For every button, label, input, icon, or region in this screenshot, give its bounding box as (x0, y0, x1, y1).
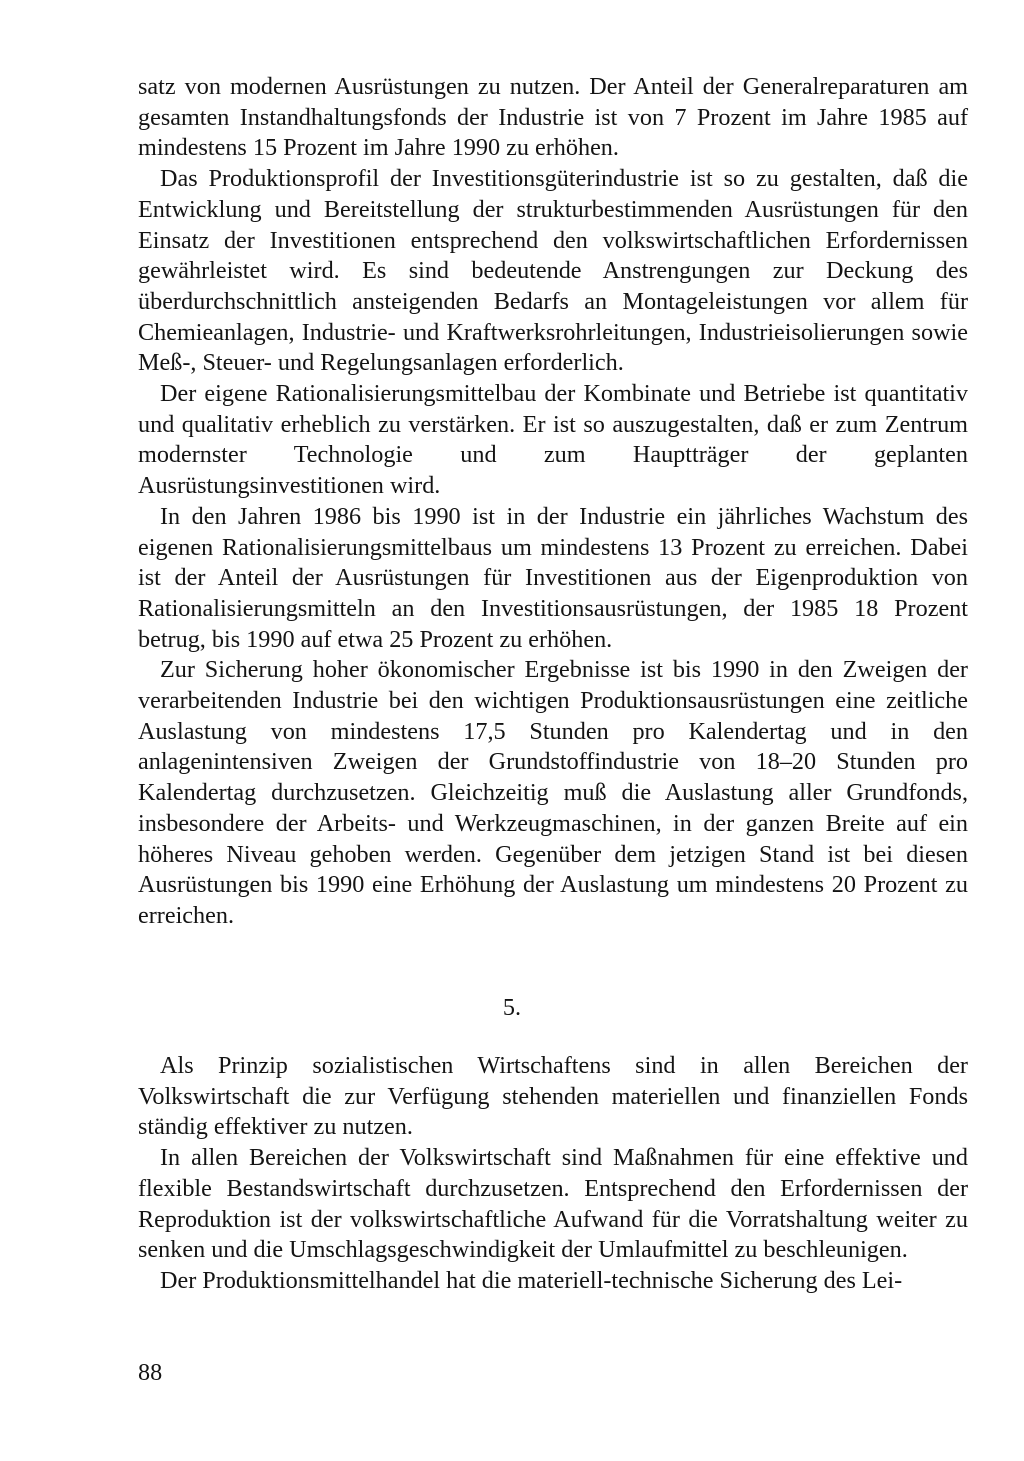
paragraph: Zur Sicherung hoher ökonomischer Ergebnisse ist bis 1990 in den Zweigen der verarbeitenden Industrie bei den wichtigen Produktionsausrüstungen eine zeitliche Auslastung von mindestens 17,5 Stunden pro Kalendertag und in den anlagenintensiven Zweigen der Grundstoffindustrie von 18–20 Stunden pro Kalendertag durchzusetzen. Gleichzeitig muß die Auslastung aller Grundfonds, insbesondere der Arbeits- und Werkzeugmaschinen, in der ganzen Breite auf ein höheres Niveau gehoben werden. Gegenüber dem jetzigen Stand ist bei diesen Ausrüstungen bis 1990 eine Erhöhung der Auslastung um mindestens 20 Prozent zu erreichen. (138, 656, 968, 929)
body-text-bottom (138, 1051, 968, 1297)
paragraph: Als Prinzip sozialistischen Wirtschaftens sind in allen Bereichen der Volkswirtschaft die zur Verfügung stehenden materiellen und finanziellen Fonds ständig effektiver zu nutzen. (138, 1052, 968, 1141)
paragraph: In allen Bereichen der Volkswirtschaft sind Maßnahmen für eine effektive und flexible Bestandswirtschaft durchzusetzen. Entsprechend den Erfordernissen der Reproduktion ist der volkswirtschaftliche Aufwand für die Vorratshaltung weiter zu senken und die Umschlagsgeschwindigkeit der Umlaufmittel zu beschleunigen. (138, 1144, 968, 1264)
paragraph: Der eigene Rationalisierungsmittelbau der Kombinate und Betriebe ist quantitativ und qualitativ erheblich zu verstärken. Er ist so auszugestalten, daß er zum Zentrum modernster Technologie und zum Hauptträger der geplanten Ausrüstungsinvestitionen wird. (138, 380, 968, 500)
section-number: 5. (502, 994, 522, 1021)
paragraph: Das Produktionsprofil der Investitionsgüterindustrie ist so zu gestalten, daß die Entwicklung und Bereitstellung der strukturbestimmenden Ausrüstungen für den Einsatz der Investitionen entsprechend den volkswirtschaftlichen Erfordernissen gewährleistet wird. Es sind bedeutende Anstrengungen zur Deckung des überdurchschnittlich ansteigenden Bedarfs an Montageleistungen vor allem für Chemieanlagen, Industrie- und Kraftwerksrohrleitungen, Industrieisolierungen sowie Meß-, Steuer- und Regelungsanlagen erforderlich. (138, 165, 968, 377)
body-text-top (138, 72, 968, 932)
page-number: 88 (138, 1359, 163, 1386)
paragraph: In den Jahren 1986 bis 1990 ist in der Industrie ein jährliches Wachstum des eigenen Rationalisierungsmittelbaus um mindestens 13 Prozent zu erreichen. Dabei ist der Anteil der Ausrüstungen für Investitionen aus der Eigenproduktion von Rationalisierungsmitteln an den Investitionsausrüstungen, der 1985 18 Prozent betrug, bis 1990 auf etwa 25 Prozent zu erhöhen. (138, 502, 968, 653)
paragraph: satz von modernen Ausrüstungen zu nutzen. Der Anteil der Generalreparaturen am gesamten Instandhaltungsfonds der Industrie ist von 7 Prozent im Jahre 1985 auf mindestens 15 Prozent im Jahre 1990 zu erhöhen. (138, 73, 968, 162)
paragraph: Der Produktionsmittelhandel hat die materiell-technische Sicherung des Lei- (160, 1266, 903, 1294)
